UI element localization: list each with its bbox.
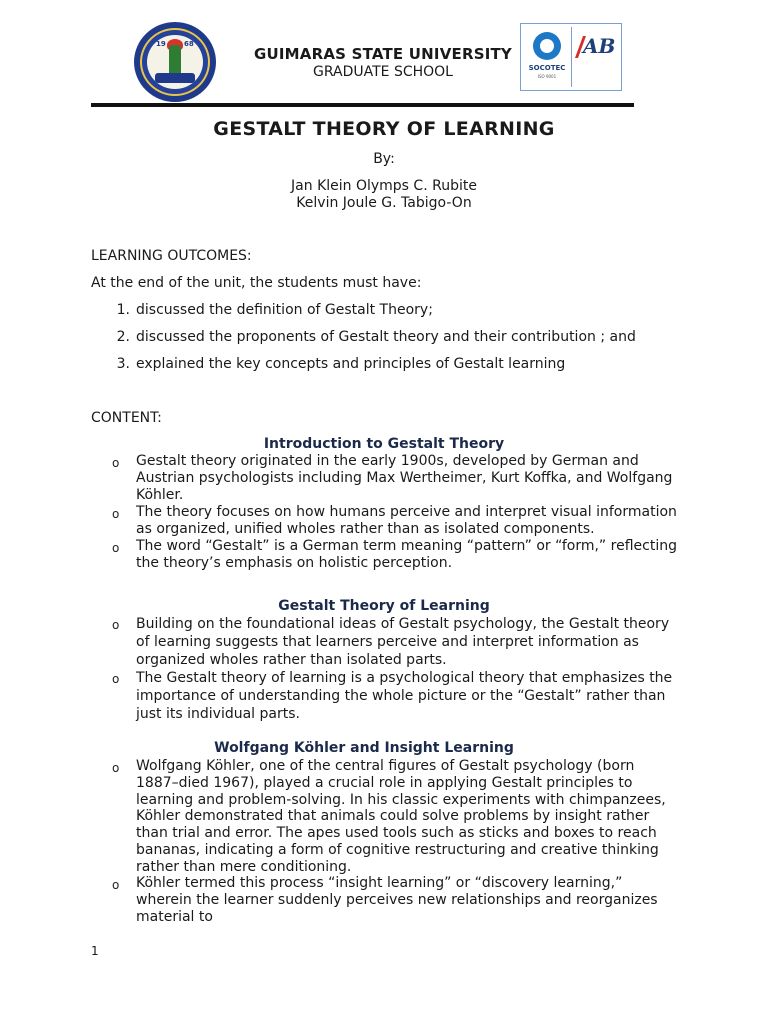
- bullet-item: Building on the foundational ideas of Gestalt psychology, the Gestalt theory of learning suggests that learners perceive and interpret information as organized wholes rather than isolated parts.: [136, 616, 670, 668]
- section-heading: Introduction to Gestalt Theory: [263, 436, 505, 452]
- outcomes-heading: LEARNING OUTCOMES:: [91, 248, 252, 264]
- university-name: GUIMARAS STATE UNIVERSITY: [253, 45, 512, 63]
- bullet-item: Köhler termed this process “insight learning” or “discovery learning,” wherein the learner suddenly perceives new relationships and reorganizes material to: [136, 875, 658, 925]
- certification-logos: [520, 23, 622, 91]
- outcome-number: 1.: [116, 302, 130, 318]
- author-2: Kelvin Joule G. Tabigo-On: [296, 195, 472, 211]
- bullet-marker: o: [112, 507, 120, 521]
- content-heading: CONTENT:: [91, 410, 162, 426]
- outcome-item: discussed the definition of Gestalt Theory;: [136, 302, 433, 318]
- outcome-item: discussed the proponents of Gestalt theory and their contribution ; and: [136, 329, 636, 345]
- bullet-item: The Gestalt theory of learning is a psychological theory that emphasizes the importance of understanding the whole picture or the “Gestalt” rather than just its individual parts.: [136, 670, 673, 722]
- section-heading: Gestalt Theory of Learning: [278, 598, 490, 614]
- header-divider: [91, 103, 634, 107]
- outcomes-intro: At the end of the unit, the students must have:: [91, 275, 422, 291]
- by-label: By:: [373, 151, 395, 167]
- bullet-item: The theory focuses on how humans perceive and interpret visual information as organized, unified wholes rather than as isolated components.: [136, 504, 677, 537]
- seal-year-right: 68: [184, 40, 194, 48]
- bullet-item: Gestalt theory originated in the early 1900s, developed by German and Austrian psychologists including Max Wertheimer, Kurt Koffka, and Wolfgang Köhler.: [136, 453, 673, 503]
- author-1: Jan Klein Olymps C. Rubite: [291, 178, 477, 194]
- bullet-marker: o: [112, 541, 120, 555]
- university-seal-logo: [134, 22, 216, 102]
- socotec-logo: SOCOTEC ISO 9001: [527, 30, 567, 86]
- outcome-item: explained the key concepts and principles of Gestalt learning: [136, 356, 566, 372]
- section-heading: Wolfgang Köhler and Insight Learning: [214, 740, 514, 756]
- page-number: 1: [91, 944, 99, 958]
- outcome-number: 2.: [116, 329, 130, 345]
- outcome-number: 3.: [116, 356, 130, 372]
- iab-accreditation-logo: AB: [577, 30, 619, 86]
- bullet-marker: o: [112, 672, 120, 686]
- seal-year-left: 19: [156, 40, 166, 48]
- bullet-marker: o: [112, 878, 120, 892]
- bullet-marker: o: [112, 456, 120, 470]
- bullet-marker: o: [112, 761, 120, 775]
- bullet-item: Wolfgang Köhler, one of the central figures of Gestalt psychology (born 1887–died 1967), played a crucial role in applying Gestalt principles to learning and problem-solving. In his classic experiments with chimpanzees, Köhler demonstrated that animals could solve problems by insight rather than trial and error. The apes used tools such as sticks and boxes to reach bananas, indicating a form of cognitive restructuring and creative thinking rather than mere conditioning.: [136, 758, 666, 875]
- document-title: GESTALT THEORY OF LEARNING: [213, 118, 555, 140]
- bullet-item: The word “Gestalt” is a German term meaning “pattern” or “form,” reflecting the theory’s emphasis on holistic perception.: [136, 538, 677, 571]
- school-name: GRADUATE SCHOOL: [313, 64, 453, 80]
- bullet-marker: o: [112, 618, 120, 632]
